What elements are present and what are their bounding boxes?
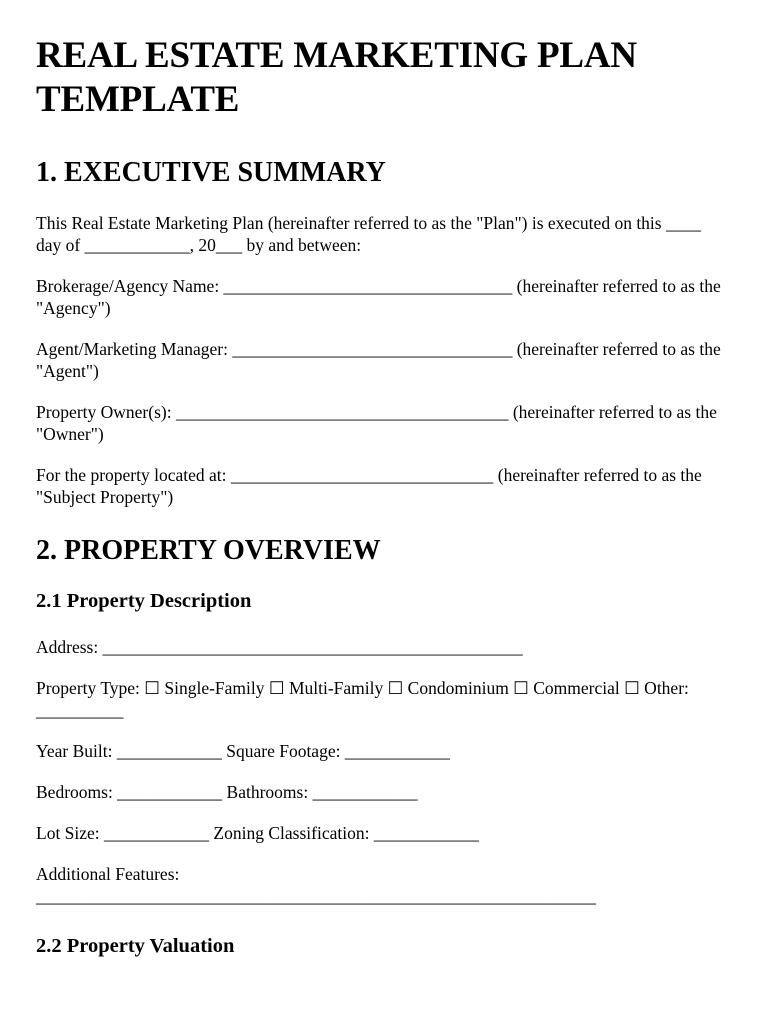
additional-features-label: Additional Features: xyxy=(36,864,180,884)
lot-size-zoning-line: Lot Size: ____________ Zoning Classification: ____________ xyxy=(36,823,479,843)
subheading-property-valuation: 2.2 Property Valuation xyxy=(36,935,235,957)
agency-name-line: Brokerage/Agency Name: _________________________________ (hereinafter referred to as the "Agency") xyxy=(36,276,726,318)
year-built-square-footage-line: Year Built: ____________ Square Footage: ____________ xyxy=(36,741,450,761)
agent-name-line: Agent/Marketing Manager: ________________________________ (hereinafter referred to as the "Agent") xyxy=(36,339,726,381)
property-type-line: Property Type: ☐ Single-Family ☐ Multi-Family ☐ Condominium ☐ Commercial ☐ Other: __________ xyxy=(36,678,694,720)
intro-paragraph: This Real Estate Marketing Plan (hereinafter referred to as the "Plan") is executed on this ____ day of ____________, 20___ by and between: xyxy=(36,213,706,255)
subject-property-line: For the property located at: ______________________________ (hereinafter referred to as the "Subject Property") xyxy=(36,465,707,507)
bedrooms-bathrooms-line: Bedrooms: ____________ Bathrooms: ____________ xyxy=(36,782,418,802)
document-title: REAL ESTATE MARKETING PLAN TEMPLATE xyxy=(36,35,637,120)
address-line: Address: ________________________________________________ xyxy=(36,637,523,657)
additional-features-line: ________________________________________________________________ xyxy=(36,886,596,906)
section-heading-property-overview: 2. PROPERTY OVERVIEW xyxy=(36,535,381,566)
property-owner-line: Property Owner(s): ______________________________________ (hereinafter referred to as the "Owner") xyxy=(36,402,722,444)
subheading-property-description: 2.1 Property Description xyxy=(36,590,252,612)
section-heading-executive-summary: 1. EXECUTIVE SUMMARY xyxy=(36,157,386,188)
